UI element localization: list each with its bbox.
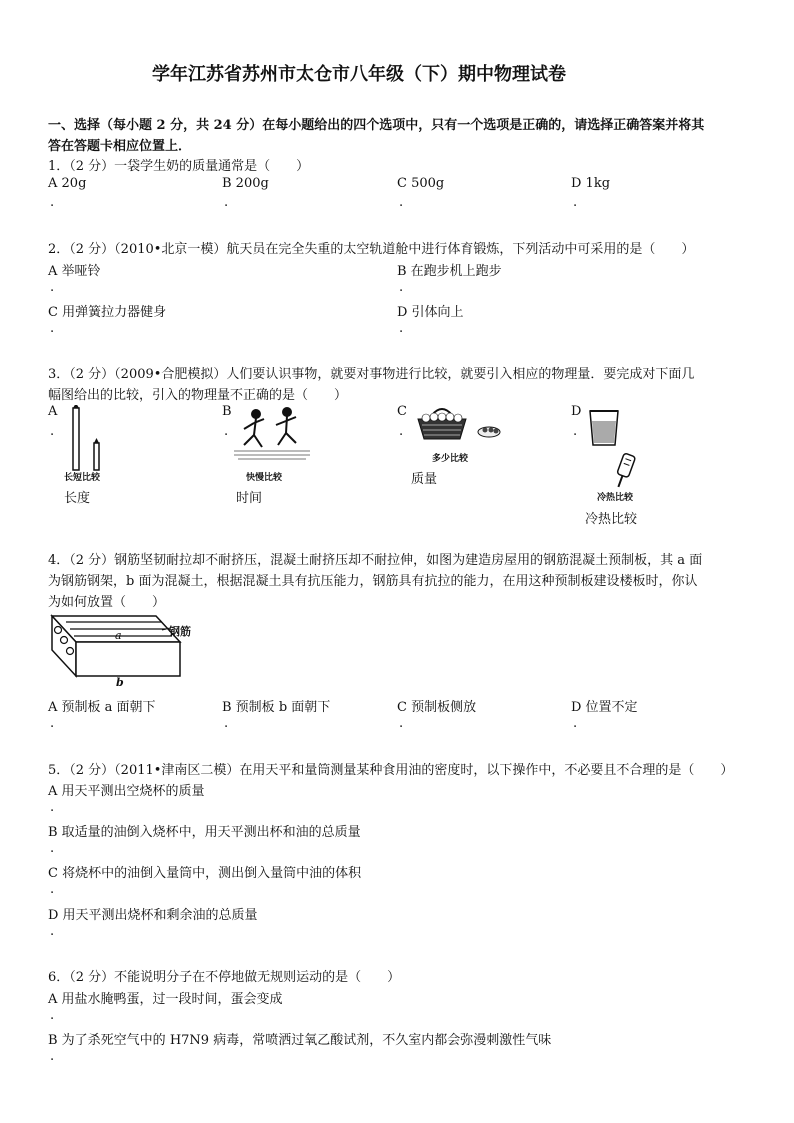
- q2-option-b: B 在跑步机上跑步: [397, 264, 502, 279]
- q1-option-b: B 200g: [222, 176, 269, 191]
- q1-dot-d: .: [573, 195, 578, 210]
- q2-option-d: D 引体向上: [397, 305, 464, 320]
- q6-stem: 6．（2 分）不能说明分子在不停地做无规则运动的是（ ）: [48, 970, 401, 985]
- precast-slab-figure: [46, 610, 206, 690]
- q1-option-c: C 500g: [397, 176, 445, 191]
- cup-popsicle-figure: [584, 405, 654, 500]
- q3-caption-d: 冷热比较: [597, 493, 634, 503]
- q5-option-d: D 用天平测出烧杯和剩余油的总质量: [48, 908, 258, 923]
- q1-option-a: A 20g: [48, 176, 87, 191]
- q4-option-c: C 预制板侧放: [397, 700, 477, 715]
- q3-option-d: D: [571, 404, 582, 419]
- q2-dot-d: .: [399, 321, 404, 336]
- q6-option-b: B 为了杀死空气中的 H7N9 病毒，常喷洒过氧乙酸试剂，不久室内都会弥漫刺激性气味: [48, 1033, 552, 1048]
- q1-option-d: D 1kg: [571, 176, 611, 191]
- q3-dot-d: .: [573, 424, 578, 439]
- q3-caption-b: 快慢比较: [246, 473, 283, 483]
- q4-option-b: B 预制板 b 面朝下: [222, 700, 331, 715]
- q4-stem-line2: 为钢筋钢架，b 面为混凝土，根据混凝土具有抗压能力，钢筋具有抗拉的能力，在用这种预制板建设楼板时，你认: [48, 574, 698, 589]
- q2-dot-b: .: [399, 280, 404, 295]
- q3-option-b: B: [222, 404, 232, 419]
- q3-dot-c: .: [399, 424, 404, 439]
- runners-figure: [232, 405, 312, 467]
- section-heading-line1: 一、选择（每小题 2 分，共 24 分）在每小题给出的四个选项中，只有一个选项是正确的，请选择正确答案并将其: [48, 118, 705, 133]
- q4-stem-line3: 为如何放置（ ）: [48, 595, 166, 610]
- q4-option-d: D 位置不定: [571, 700, 638, 715]
- q4-option-a: A 预制板 a 面朝下: [48, 700, 156, 715]
- q6-option-a: A 用盐水腌鸭蛋，过一段时间，蛋会变成: [48, 992, 283, 1007]
- q5-stem: 5．（2 分）（2011•津南区二模）在用天平和量筒测量某种食用油的密度时，以下操作中，不必要且不合理的是（ ）: [48, 763, 734, 778]
- q2-option-c: C 用弹簧拉力器健身: [48, 305, 167, 320]
- q6-dot-a: .: [50, 1008, 55, 1023]
- q4-label-steel: 钢筋: [169, 625, 191, 638]
- q4-label-a: a: [115, 629, 122, 642]
- q2-dot-c: .: [50, 321, 55, 336]
- basket-figure: [410, 405, 510, 445]
- q4-dot-b: .: [224, 716, 229, 731]
- q3-label-b: 时间: [236, 491, 263, 506]
- q4-stem-line1: 4．（2 分）钢筋坚韧耐拉却不耐挤压，混凝土耐挤压却不耐拉伸，如图为建造房屋用的钢筋混凝土预制板，其 a 面: [48, 553, 703, 568]
- q3-option-a: A: [48, 404, 58, 419]
- page-title: 学年江苏省苏州市太仓市八年级（下）期中物理试卷: [152, 64, 566, 85]
- q5-option-b: B 取适量的油倒入烧杯中，用天平测出杯和油的总质量: [48, 825, 361, 840]
- q3-dot-b: .: [224, 424, 229, 439]
- q3-caption-a: 长短比较: [64, 473, 101, 483]
- q3-dot-a: .: [50, 424, 55, 439]
- q4-label-b: b: [116, 676, 124, 689]
- q3-stem-line1: 3．（2 分）（2009•合肥模拟）人们要认识事物，就要对事物进行比较，就要引入相应的物理量．要完成对下面几: [48, 367, 695, 382]
- q3-label-a: 长度: [64, 491, 91, 506]
- q3-label-c: 质量: [411, 472, 438, 487]
- q5-dot-c: .: [50, 882, 55, 897]
- q5-option-a: A 用天平测出空烧杯的质量: [48, 784, 205, 799]
- q3-option-c: C: [397, 404, 407, 419]
- q4-dot-a: .: [50, 716, 55, 731]
- q1-dot-c: .: [399, 195, 404, 210]
- q2-dot-a: .: [50, 280, 55, 295]
- q5-dot-d: .: [50, 924, 55, 939]
- q5-dot-a: .: [50, 800, 55, 815]
- q5-option-c: C 将烧杯中的油倒入量筒中，测出倒入量筒中油的体积: [48, 866, 362, 881]
- q4-dot-d: .: [573, 716, 578, 731]
- q3-caption-c: 多少比较: [432, 454, 469, 464]
- q2-stem: 2．（2 分）（2010•北京一模）航天员在完全失重的太空轨道舱中进行体育锻炼，下列活动中可采用的是（ ）: [48, 242, 695, 257]
- q1-dot-a: .: [50, 195, 55, 210]
- q3-stem-line2: 幅图给出的比较，引入的物理量不正确的是（ ）: [48, 388, 348, 403]
- q6-dot-b: .: [50, 1049, 55, 1064]
- section-heading-line2: 答在答题卡相应位置上．: [48, 139, 192, 154]
- q4-dot-c: .: [399, 716, 404, 731]
- q1-stem: 1．（2 分）一袋学生奶的质量通常是（ ）: [48, 159, 310, 174]
- q3-label-d: 冷热比较: [585, 512, 638, 527]
- q1-dot-b: .: [224, 195, 229, 210]
- rods-figure: [64, 405, 124, 475]
- q5-dot-b: .: [50, 841, 55, 856]
- q2-option-a: A 举哑铃: [48, 264, 101, 279]
